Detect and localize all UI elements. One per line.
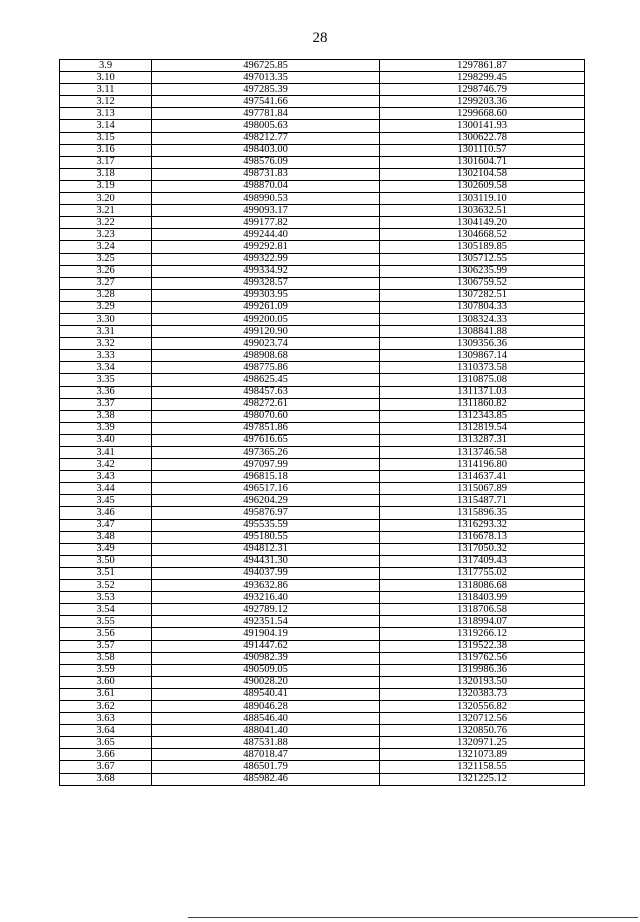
table-row [60,156,585,168]
y-coordinate-cell: 1299203.36 [380,96,585,108]
x-coordinate-cell: 498625.45 [152,374,380,386]
x-coordinate-cell: 491447.62 [152,640,380,652]
table-row [60,217,585,229]
point-number-cell: 3.53 [60,592,152,604]
table-row [60,374,585,386]
y-coordinate-cell: 1315487.71 [380,495,585,507]
table-row [60,471,585,483]
y-coordinate-cell: 1316678.13 [380,531,585,543]
point-number-cell: 3.62 [60,700,152,712]
y-coordinate-cell: 1321073.89 [380,749,585,761]
table-row [60,84,585,96]
y-coordinate-cell: 1314637.41 [380,471,585,483]
table-row [60,180,585,192]
y-coordinate-cell: 1314196.80 [380,459,585,471]
y-coordinate-cell: 1298299.45 [380,72,585,84]
table-row [60,652,585,664]
point-number-cell: 3.41 [60,447,152,459]
y-coordinate-cell: 1321225.12 [380,773,585,785]
x-coordinate-cell: 499261.09 [152,301,380,313]
point-number-cell: 3.63 [60,713,152,725]
table-row [60,567,585,579]
table-row [60,313,585,325]
table-row [60,350,585,362]
coordinate-table-body [60,60,585,786]
point-number-cell: 3.11 [60,84,152,96]
point-number-cell: 3.49 [60,543,152,555]
y-coordinate-cell: 1301110.57 [380,144,585,156]
x-coordinate-cell: 499244.40 [152,229,380,241]
y-coordinate-cell: 1304149.20 [380,217,585,229]
point-number-cell: 3.42 [60,459,152,471]
table-row [60,205,585,217]
y-coordinate-cell: 1309356.36 [380,338,585,350]
point-number-cell: 3.37 [60,398,152,410]
y-coordinate-cell: 1320712.56 [380,713,585,725]
point-number-cell: 3.39 [60,422,152,434]
x-coordinate-cell: 487531.88 [152,737,380,749]
table-row [60,398,585,410]
point-number-cell: 3.25 [60,253,152,265]
x-coordinate-cell: 499334.92 [152,265,380,277]
y-coordinate-cell: 1308841.88 [380,326,585,338]
y-coordinate-cell: 1320971.25 [380,737,585,749]
point-number-cell: 3.18 [60,168,152,180]
y-coordinate-cell: 1318086.68 [380,580,585,592]
table-row [60,495,585,507]
x-coordinate-cell: 492351.54 [152,616,380,628]
y-coordinate-cell: 1306235.99 [380,265,585,277]
x-coordinate-cell: 498070.60 [152,410,380,422]
table-row [60,628,585,640]
table-row [60,289,585,301]
point-number-cell: 3.65 [60,737,152,749]
x-coordinate-cell: 491904.19 [152,628,380,640]
table-row [60,519,585,531]
table-row [60,422,585,434]
table-row [60,640,585,652]
x-coordinate-cell: 496815.18 [152,471,380,483]
point-number-cell: 3.66 [60,749,152,761]
table-row [60,434,585,446]
table-row [60,580,585,592]
y-coordinate-cell: 1299668.60 [380,108,585,120]
x-coordinate-cell: 498403.00 [152,144,380,156]
point-number-cell: 3.52 [60,580,152,592]
y-coordinate-cell: 1311371.03 [380,386,585,398]
point-number-cell: 3.10 [60,72,152,84]
table-row [60,737,585,749]
table-row [60,616,585,628]
point-number-cell: 3.19 [60,180,152,192]
point-number-cell: 3.24 [60,241,152,253]
point-number-cell: 3.9 [60,60,152,72]
x-coordinate-cell: 498908.68 [152,350,380,362]
x-coordinate-cell: 498576.09 [152,156,380,168]
point-number-cell: 3.46 [60,507,152,519]
table-row [60,96,585,108]
y-coordinate-cell: 1302609.58 [380,180,585,192]
x-coordinate-cell: 495180.55 [152,531,380,543]
table-row [60,604,585,616]
x-coordinate-cell: 498731.83 [152,168,380,180]
y-coordinate-cell: 1315896.35 [380,507,585,519]
point-number-cell: 3.27 [60,277,152,289]
x-coordinate-cell: 498990.53 [152,193,380,205]
x-coordinate-cell: 493632.86 [152,580,380,592]
coordinate-table [59,59,585,786]
point-number-cell: 3.12 [60,96,152,108]
x-coordinate-cell: 488546.40 [152,713,380,725]
point-number-cell: 3.30 [60,313,152,325]
x-coordinate-cell: 497541.66 [152,96,380,108]
point-number-cell: 3.32 [60,338,152,350]
x-coordinate-cell: 498870.04 [152,180,380,192]
table-row [60,301,585,313]
table-row [60,326,585,338]
table-row [60,713,585,725]
point-number-cell: 3.60 [60,676,152,688]
y-coordinate-cell: 1310373.58 [380,362,585,374]
y-coordinate-cell: 1316293.32 [380,519,585,531]
point-number-cell: 3.59 [60,664,152,676]
y-coordinate-cell: 1303632.51 [380,205,585,217]
y-coordinate-cell: 1311860.82 [380,398,585,410]
table-row [60,144,585,156]
point-number-cell: 3.64 [60,725,152,737]
x-coordinate-cell: 492789.12 [152,604,380,616]
y-coordinate-cell: 1313746.58 [380,447,585,459]
point-number-cell: 3.23 [60,229,152,241]
table-row [60,543,585,555]
point-number-cell: 3.33 [60,350,152,362]
table-row [60,749,585,761]
y-coordinate-cell: 1307282.51 [380,289,585,301]
table-row [60,459,585,471]
page-number: 28 [312,30,328,46]
x-coordinate-cell: 499120.90 [152,326,380,338]
x-coordinate-cell: 497616.65 [152,434,380,446]
table-row [60,277,585,289]
x-coordinate-cell: 486501.79 [152,761,380,773]
x-coordinate-cell: 497285.39 [152,84,380,96]
point-number-cell: 3.16 [60,144,152,156]
table-row [60,761,585,773]
x-coordinate-cell: 497097.99 [152,459,380,471]
y-coordinate-cell: 1320383.73 [380,688,585,700]
y-coordinate-cell: 1318706.58 [380,604,585,616]
x-coordinate-cell: 496517.16 [152,483,380,495]
y-coordinate-cell: 1319986.36 [380,664,585,676]
x-coordinate-cell: 487018.47 [152,749,380,761]
point-number-cell: 3.45 [60,495,152,507]
point-number-cell: 3.34 [60,362,152,374]
y-coordinate-cell: 1305189.85 [380,241,585,253]
x-coordinate-cell: 499023.74 [152,338,380,350]
point-number-cell: 3.55 [60,616,152,628]
point-number-cell: 3.48 [60,531,152,543]
y-coordinate-cell: 1301604.71 [380,156,585,168]
point-number-cell: 3.54 [60,604,152,616]
y-coordinate-cell: 1312819.54 [380,422,585,434]
y-coordinate-cell: 1317409.43 [380,555,585,567]
table-row [60,132,585,144]
table-row [60,338,585,350]
point-number-cell: 3.67 [60,761,152,773]
y-coordinate-cell: 1318994.07 [380,616,585,628]
point-number-cell: 3.40 [60,434,152,446]
x-coordinate-cell: 499177.82 [152,217,380,229]
x-coordinate-cell: 489540.41 [152,688,380,700]
table-row [60,447,585,459]
point-number-cell: 3.58 [60,652,152,664]
point-number-cell: 3.36 [60,386,152,398]
x-coordinate-cell: 498775.86 [152,362,380,374]
y-coordinate-cell: 1302104.58 [380,168,585,180]
x-coordinate-cell: 490028.20 [152,676,380,688]
x-coordinate-cell: 497851.86 [152,422,380,434]
point-number-cell: 3.28 [60,289,152,301]
point-number-cell: 3.56 [60,628,152,640]
point-number-cell: 3.35 [60,374,152,386]
table-row [60,592,585,604]
x-coordinate-cell: 494431.30 [152,555,380,567]
y-coordinate-cell: 1304668.52 [380,229,585,241]
table-row [60,531,585,543]
table-row [60,386,585,398]
y-coordinate-cell: 1308324.33 [380,313,585,325]
y-coordinate-cell: 1315067.89 [380,483,585,495]
point-number-cell: 3.17 [60,156,152,168]
x-coordinate-cell: 499328.57 [152,277,380,289]
table-row [60,362,585,374]
table-row [60,410,585,422]
x-coordinate-cell: 498005.63 [152,120,380,132]
y-coordinate-cell: 1305712.55 [380,253,585,265]
point-number-cell: 3.38 [60,410,152,422]
y-coordinate-cell: 1319762.56 [380,652,585,664]
y-coordinate-cell: 1319266.12 [380,628,585,640]
y-coordinate-cell: 1320556.82 [380,700,585,712]
x-coordinate-cell: 493216.40 [152,592,380,604]
x-coordinate-cell: 488041.40 [152,725,380,737]
table-row [60,483,585,495]
bottom-rule [188,917,638,918]
y-coordinate-cell: 1298746.79 [380,84,585,96]
y-coordinate-cell: 1312343.85 [380,410,585,422]
y-coordinate-cell: 1318403.99 [380,592,585,604]
x-coordinate-cell: 485982.46 [152,773,380,785]
point-number-cell: 3.20 [60,193,152,205]
y-coordinate-cell: 1300622.78 [380,132,585,144]
x-coordinate-cell: 496725.85 [152,60,380,72]
y-coordinate-cell: 1307804.33 [380,301,585,313]
point-number-cell: 3.57 [60,640,152,652]
point-number-cell: 3.51 [60,567,152,579]
y-coordinate-cell: 1303119.10 [380,193,585,205]
x-coordinate-cell: 499200.05 [152,313,380,325]
table-row [60,229,585,241]
x-coordinate-cell: 498272.61 [152,398,380,410]
y-coordinate-cell: 1313287.31 [380,434,585,446]
table-row [60,241,585,253]
point-number-cell: 3.43 [60,471,152,483]
y-coordinate-cell: 1317050.32 [380,543,585,555]
table-row [60,773,585,785]
x-coordinate-cell: 489046.28 [152,700,380,712]
x-coordinate-cell: 494812.31 [152,543,380,555]
point-number-cell: 3.22 [60,217,152,229]
point-number-cell: 3.29 [60,301,152,313]
x-coordinate-cell: 497365.26 [152,447,380,459]
table-row [60,253,585,265]
point-number-cell: 3.21 [60,205,152,217]
x-coordinate-cell: 497781.84 [152,108,380,120]
x-coordinate-cell: 499322.99 [152,253,380,265]
point-number-cell: 3.61 [60,688,152,700]
table-row [60,265,585,277]
y-coordinate-cell: 1321158.55 [380,761,585,773]
point-number-cell: 3.15 [60,132,152,144]
table-row [60,700,585,712]
table-row [60,555,585,567]
table-row [60,507,585,519]
y-coordinate-cell: 1320850.76 [380,725,585,737]
point-number-cell: 3.14 [60,120,152,132]
x-coordinate-cell: 494037.99 [152,567,380,579]
table-row [60,108,585,120]
y-coordinate-cell: 1309867.14 [380,350,585,362]
point-number-cell: 3.13 [60,108,152,120]
table-row [60,725,585,737]
x-coordinate-cell: 498457.63 [152,386,380,398]
table-row [60,168,585,180]
y-coordinate-cell: 1320193.50 [380,676,585,688]
y-coordinate-cell: 1310875.08 [380,374,585,386]
y-coordinate-cell: 1319522.38 [380,640,585,652]
x-coordinate-cell: 495876.97 [152,507,380,519]
y-coordinate-cell: 1306759.52 [380,277,585,289]
point-number-cell: 3.31 [60,326,152,338]
table-row [60,664,585,676]
x-coordinate-cell: 499303.95 [152,289,380,301]
table-row [60,120,585,132]
table-row [60,688,585,700]
x-coordinate-cell: 497013.35 [152,72,380,84]
table-row [60,676,585,688]
point-number-cell: 3.50 [60,555,152,567]
point-number-cell: 3.26 [60,265,152,277]
y-coordinate-cell: 1317755.02 [380,567,585,579]
x-coordinate-cell: 499093.17 [152,205,380,217]
table-row [60,72,585,84]
x-coordinate-cell: 490509.05 [152,664,380,676]
point-number-cell: 3.68 [60,773,152,785]
x-coordinate-cell: 490982.39 [152,652,380,664]
point-number-cell: 3.47 [60,519,152,531]
x-coordinate-cell: 495535.59 [152,519,380,531]
table-row [60,193,585,205]
x-coordinate-cell: 499292.81 [152,241,380,253]
y-coordinate-cell: 1300141.93 [380,120,585,132]
x-coordinate-cell: 498212.77 [152,132,380,144]
y-coordinate-cell: 1297861.87 [380,60,585,72]
point-number-cell: 3.44 [60,483,152,495]
table-row [60,60,585,72]
x-coordinate-cell: 496204.29 [152,495,380,507]
